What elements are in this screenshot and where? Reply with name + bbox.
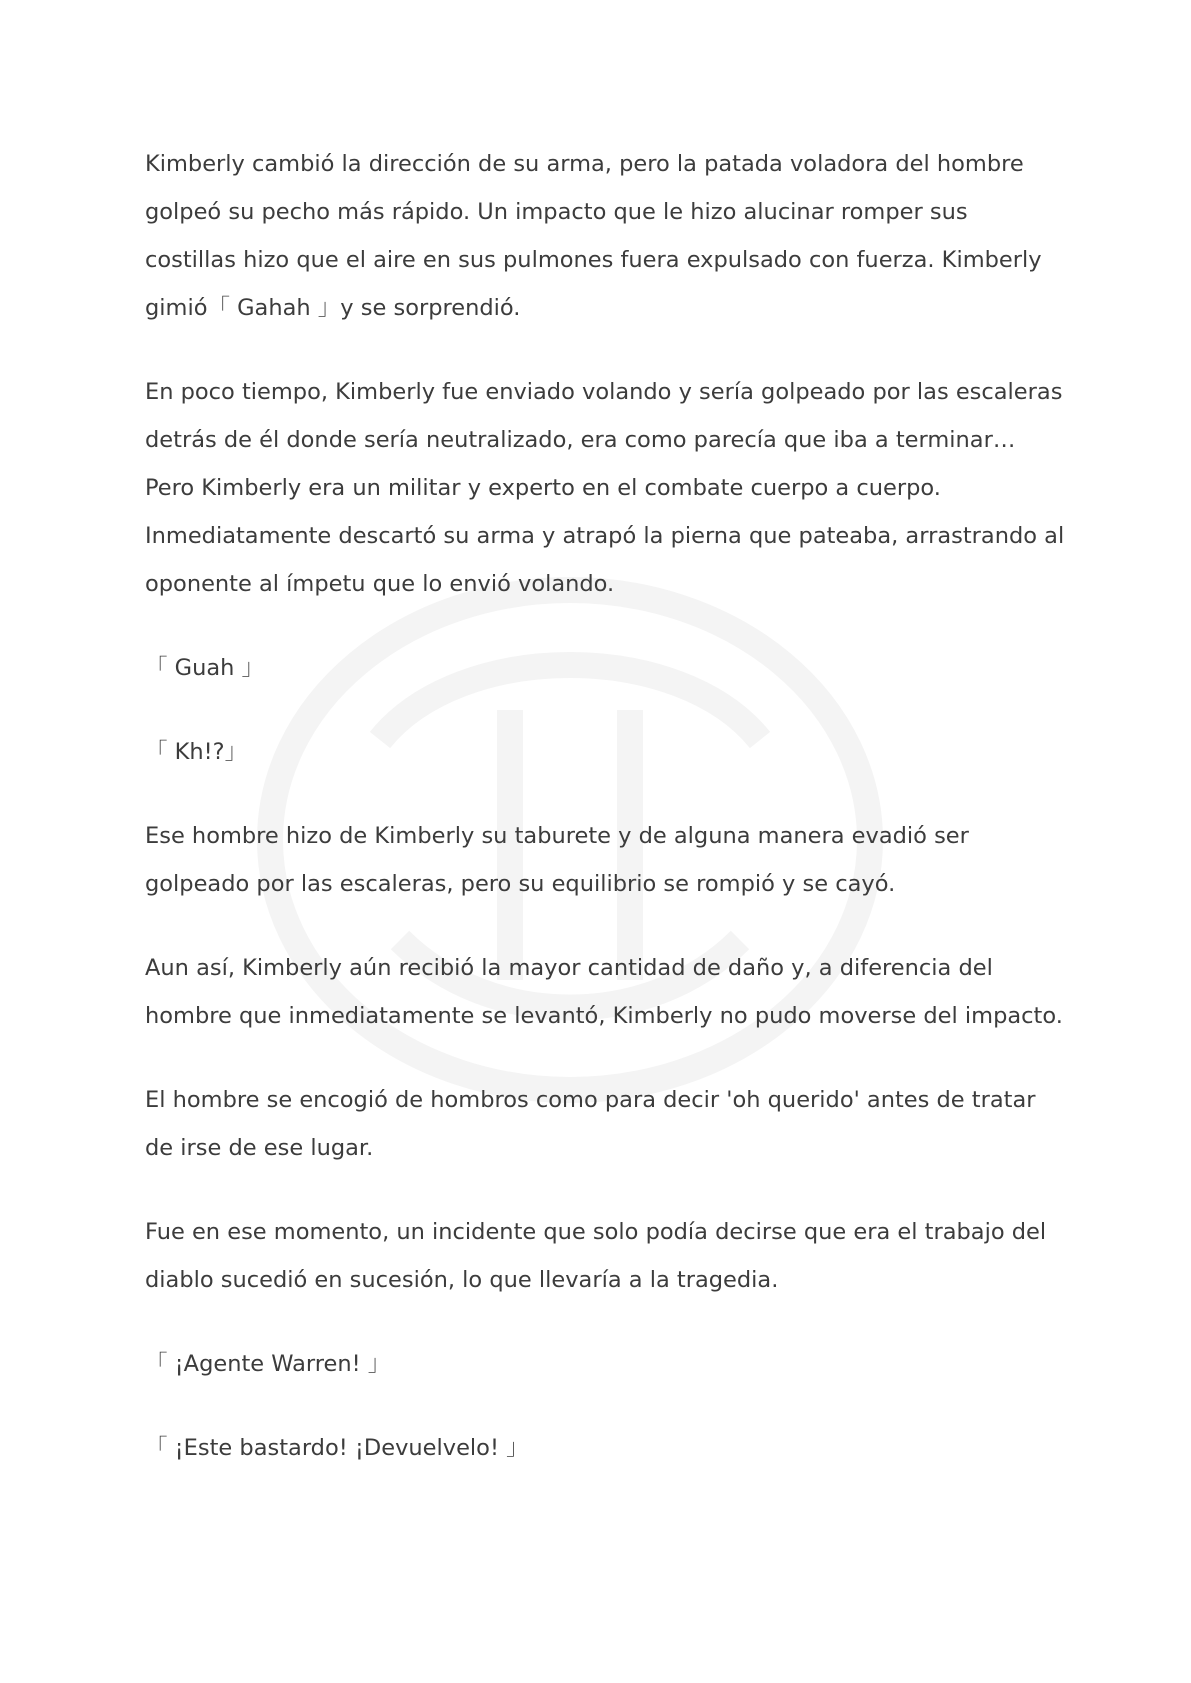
document-body (145, 140, 1065, 1508)
dialogue-line: 「 Kh!?」 (145, 739, 248, 765)
paragraph: En poco tiempo, Kimberly fue enviado volando y sería golpeado por las escaleras detrás de él donde sería neutralizado, era como parecía que iba a terminar… Pero Kimberly era un militar y experto en el combate cuerpo a cuerpo. Inmediatamente descartó su arma y atrapó la pierna que pateaba, arrastrando al oponente al ímpetu que lo envió volando. (145, 379, 1065, 597)
paragraph: Ese hombre hizo de Kimberly su taburete y de alguna manera evadió ser golpeado por las escaleras, pero su equilibrio se rompió y se cayó. (145, 823, 969, 897)
paragraph: El hombre se encogió de hombros como para decir 'oh querido' antes de tratar de irse de ese lugar. (145, 1087, 1036, 1161)
paragraph: Kimberly cambió la dirección de su arma, pero la patada voladora del hombre golpeó su pecho más rápido. Un impacto que le hizo alucinar romper sus costillas hizo que el aire en sus pulmones fuera expulsado con fuerza. Kimberly gimió「 Gahah 」y se sorprendió. (145, 151, 1042, 321)
paragraph: Aun así, Kimberly aún recibió la mayor cantidad de daño y, a diferencia del hombre que inmediatamente se levantó, Kimberly no pudo moverse del impacto. (145, 955, 1063, 1029)
dialogue-line: 「 Guah 」 (145, 655, 265, 681)
dialogue-line: 「 ¡Este bastardo! ¡Devuelvelo! 」 (145, 1435, 529, 1461)
paragraph: Fue en ese momento, un incidente que solo podía decirse que era el trabajo del diablo sucedió en sucesión, lo que llevaría a la tragedia. (145, 1219, 1047, 1293)
dialogue-line: 「 ¡Agente Warren! 」 (145, 1351, 391, 1377)
